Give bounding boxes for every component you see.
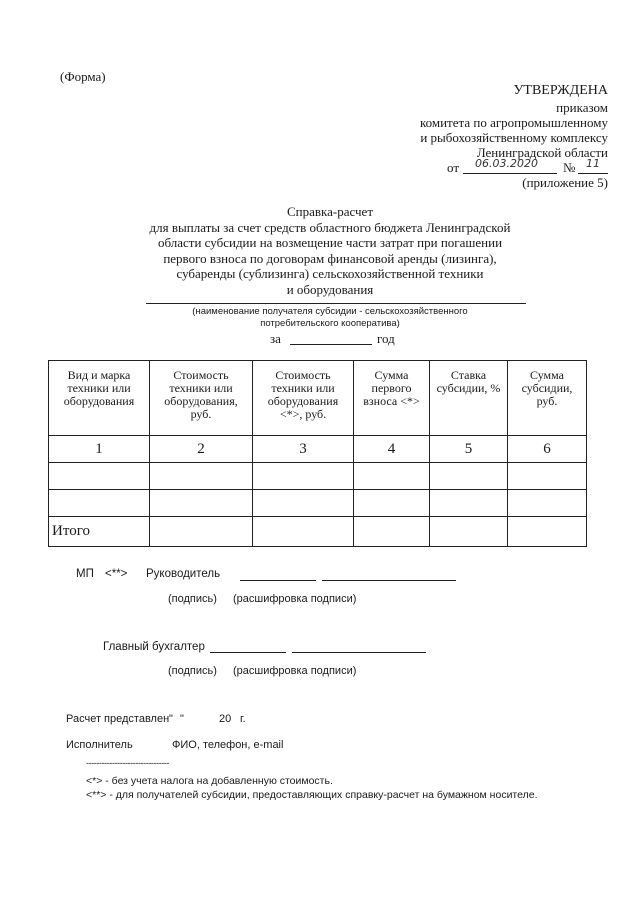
column-number: 6 [508, 436, 587, 463]
period-prefix: за [270, 331, 281, 346]
stamp-note: <**> [105, 568, 128, 580]
heading-line: Справка-расчет [286, 204, 374, 219]
approval-number: 11 [586, 157, 600, 170]
approval-date: 06.03.2020 [475, 157, 538, 170]
decode-caption: (расшифровка подписи) [233, 665, 357, 677]
table-row [49, 463, 587, 490]
header-equipment: Вид и марка техники или оборудования [49, 361, 150, 436]
recipient-caption: (наименование получателя субсидии - сельскохозяйственного потребительского кооператива) [192, 306, 468, 329]
column-number: 1 [49, 436, 150, 463]
approval-line: комитета по агропромышленному [419, 115, 608, 130]
period-suffix: год [377, 331, 395, 346]
accountant-decode-line [292, 652, 426, 653]
date-underline [463, 173, 557, 174]
submitted-label: Расчет представлен [66, 713, 170, 725]
table-row [49, 490, 587, 517]
column-number: 2 [150, 436, 253, 463]
heading-line: первого взноса по договорам финансовой аренды (лизинга), [163, 250, 497, 266]
submitted-year-prefix: 20 [219, 713, 232, 725]
head-decode-line [322, 580, 456, 581]
accountant-signature-line [210, 652, 286, 653]
approval-title: УТВЕРЖДЕНА [513, 83, 608, 98]
signature-caption: (подпись) [168, 593, 217, 605]
column-number: 4 [354, 436, 430, 463]
head-signature-line [240, 580, 316, 581]
heading-line: субаренды (сублизинга) сельскохозяйственной техники [176, 266, 484, 281]
header-subsidy-rate: Ставка субсидии, % [430, 361, 508, 436]
header-cost-no-vat: Стоимость техники или оборудования <*>, руб. [253, 361, 354, 436]
submitted-quote-open: " [169, 713, 173, 725]
number-prefix: № [563, 160, 576, 175]
document-heading [120, 204, 540, 297]
table-total-row [49, 517, 587, 547]
executor-value: ФИО, телефон, e-mail [172, 739, 284, 751]
footnote-vat: <*> - без учета налога на добавленную стоимость. [86, 775, 333, 787]
submitted-quote-close: " [180, 713, 184, 725]
header-subsidy-amount: Сумма субсидии, руб. [508, 361, 587, 436]
header-first-payment: Сумма первого взноса <*> [354, 361, 430, 436]
table-header-row [49, 361, 587, 436]
approval-line: приказом [556, 100, 608, 115]
table-number-row [49, 436, 587, 463]
signature-caption: (подпись) [168, 665, 217, 677]
date-prefix: от [447, 160, 460, 175]
period-year-line [290, 344, 372, 345]
total-label: Итого [49, 517, 150, 547]
footnote-paper: <**> - для получателей субсидии, предоставляющих справку-расчет на бумажном носителе. [86, 789, 538, 801]
executor-label: Исполнитель [66, 739, 133, 751]
number-underline [578, 173, 608, 174]
header-cost: Стоимость техники или оборудования, руб. [150, 361, 253, 436]
form-label: (Форма) [60, 69, 106, 84]
column-number: 3 [253, 436, 354, 463]
footnote-separator: -------------------------------- [86, 758, 170, 768]
decode-caption: (расшифровка подписи) [233, 593, 357, 605]
submitted-year-suffix: г. [240, 713, 246, 725]
stamp-label: МП [76, 568, 94, 580]
heading-line: области субсидии на возмещение части затрат при погашении [157, 235, 503, 250]
column-number: 5 [430, 436, 508, 463]
appendix-label: (приложение 5) [522, 175, 608, 190]
approval-line: Ленинградской области [476, 145, 608, 160]
head-label: Руководитель [146, 568, 221, 580]
heading-line: и оборудования [286, 281, 374, 297]
approval-line: и рыбохозяйственному комплексу [420, 130, 608, 145]
heading-line: для выплаты за счет средств областного бюджета Ленинградской [149, 219, 511, 235]
recipient-name-line [146, 303, 526, 304]
calculation-table [48, 360, 587, 547]
accountant-label: Главный бухгалтер [103, 641, 205, 653]
